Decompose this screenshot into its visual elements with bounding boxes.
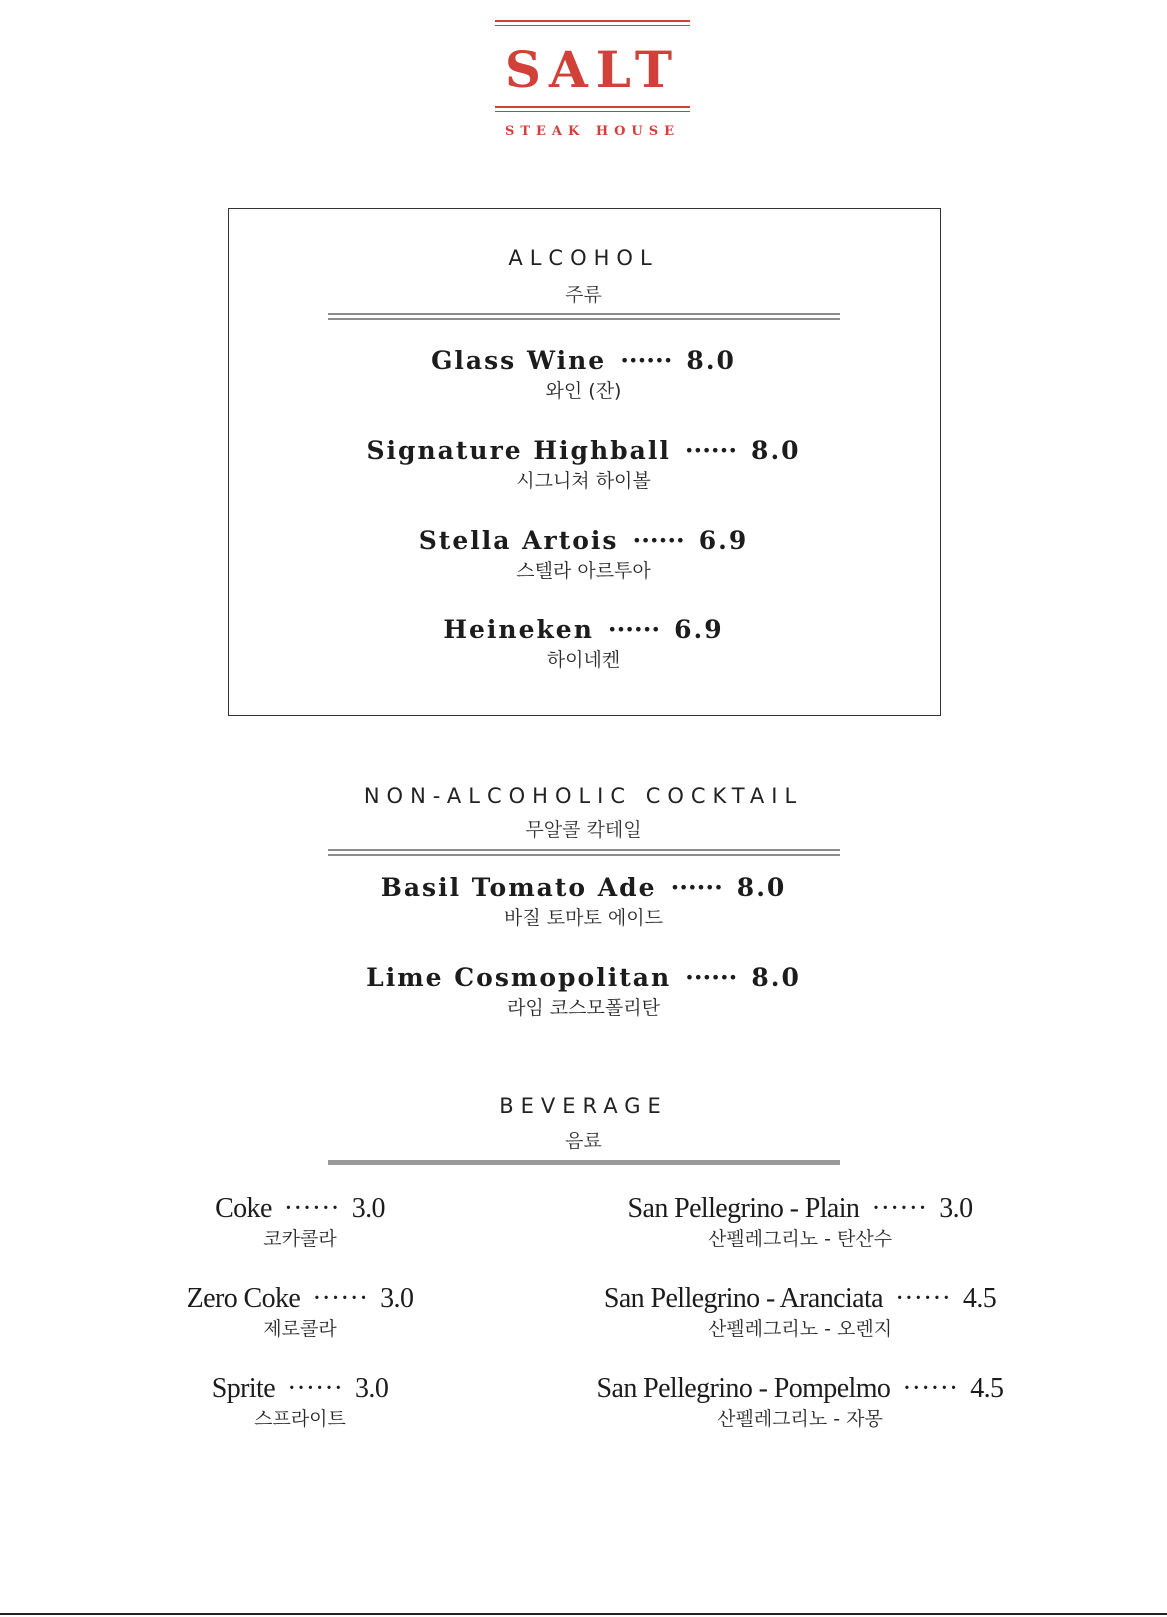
price-leader: ······ — [283, 1193, 340, 1224]
item-price: 3.0 — [355, 1373, 389, 1404]
price-leader: ······ — [685, 963, 738, 992]
logo-rule-bottom-thin — [495, 111, 690, 112]
item-name: Sprite — [211, 1373, 276, 1404]
menu-item — [0, 614, 1167, 674]
beverage-item — [560, 1193, 1040, 1253]
item-price: 8.0 — [736, 873, 787, 902]
item-price: 3.0 — [939, 1193, 973, 1224]
price-leader: ······ — [894, 1283, 951, 1314]
beverage-title: BEVERAGE — [499, 1094, 668, 1118]
menu-item — [0, 525, 1167, 585]
logo — [495, 18, 690, 143]
item-name: San Pellegrino - Plain — [627, 1193, 860, 1224]
beverage-item — [150, 1193, 450, 1253]
beverage-item — [560, 1283, 1040, 1343]
alcohol-title-kr: 주류 — [565, 284, 602, 306]
price-leader: ······ — [670, 873, 723, 902]
item-name: Heineken — [443, 615, 594, 644]
item-price: 8.0 — [686, 346, 736, 375]
item-name: Basil Tomato Ade — [380, 873, 657, 902]
logo-rule-top-thin — [495, 25, 690, 26]
beverage-title-kr: 음료 — [565, 1130, 602, 1152]
non-alcoholic-title: NON-ALCOHOLIC COCKTAIL — [363, 784, 804, 808]
logo-rule-top — [495, 20, 690, 22]
price-leader: ······ — [902, 1373, 959, 1404]
price-leader: ······ — [287, 1373, 344, 1404]
logo-wordmark: SALT — [504, 40, 681, 99]
item-name: Coke — [215, 1193, 272, 1224]
page-bottom-border — [0, 1613, 1167, 1615]
item-price: 4.5 — [970, 1373, 1004, 1404]
alcohol-title: ALCOHOL — [508, 246, 659, 270]
price-leader: ······ — [632, 526, 685, 555]
item-price: 6.9 — [674, 615, 724, 644]
item-name-kr: 제로콜라 — [263, 1318, 337, 1340]
menu-item — [0, 345, 1167, 405]
logo-tagline: STEAK HOUSE — [504, 124, 681, 139]
item-name-kr: 바질 토마토 에이드 — [504, 907, 663, 929]
item-price: 4.5 — [962, 1283, 997, 1314]
item-name-kr: 라임 코스모폴리탄 — [507, 997, 660, 1019]
price-leader: ······ — [684, 436, 738, 465]
item-name: San Pellegrino - Aranciata — [603, 1283, 883, 1314]
price-leader: ······ — [607, 615, 661, 644]
item-name-kr: 산펠레그리노 - 자몽 — [717, 1408, 883, 1430]
price-leader: ······ — [312, 1283, 369, 1314]
beverage-item — [560, 1373, 1040, 1433]
item-name-kr: 와인 (잔) — [545, 380, 622, 402]
menu-item — [0, 872, 1167, 932]
item-name-kr: 하이네켄 — [546, 649, 621, 671]
beverage-divider — [328, 1160, 840, 1165]
item-name-kr: 코카콜라 — [263, 1228, 337, 1250]
item-name-kr: 스프라이트 — [254, 1408, 346, 1430]
menu-item — [0, 962, 1167, 1022]
item-name: Stella Artois — [418, 526, 619, 555]
item-price: 3.0 — [380, 1283, 414, 1314]
item-price: 6.9 — [698, 526, 749, 555]
item-price: 8.0 — [751, 963, 801, 992]
item-name: Zero Coke — [186, 1283, 301, 1314]
item-name-kr: 시그니쳐 하이볼 — [516, 470, 651, 492]
item-price: 3.0 — [351, 1193, 385, 1224]
item-name: Lime Cosmopolitan — [366, 963, 672, 992]
alcohol-divider — [328, 313, 840, 320]
item-name: Glass Wine — [431, 346, 607, 375]
item-price: 8.0 — [751, 436, 801, 465]
item-name-kr: 스텔라 아르투아 — [516, 560, 651, 582]
price-leader: ······ — [871, 1193, 928, 1224]
price-leader: ······ — [620, 346, 673, 375]
beverage-item — [150, 1283, 450, 1343]
item-name: Signature Highball — [366, 436, 671, 465]
non-alcoholic-title-kr: 무알콜 칵테일 — [525, 819, 642, 841]
non-alcoholic-divider — [328, 849, 840, 856]
beverage-item — [150, 1373, 450, 1433]
item-name: San Pellegrino - Pompelmo — [596, 1373, 891, 1404]
menu-item — [0, 435, 1167, 495]
logo-rule-bottom — [495, 106, 690, 108]
item-name-kr: 산펠레그리노 - 탄산수 — [707, 1228, 893, 1250]
item-name-kr: 산펠레그리노 - 오렌지 — [707, 1318, 893, 1340]
